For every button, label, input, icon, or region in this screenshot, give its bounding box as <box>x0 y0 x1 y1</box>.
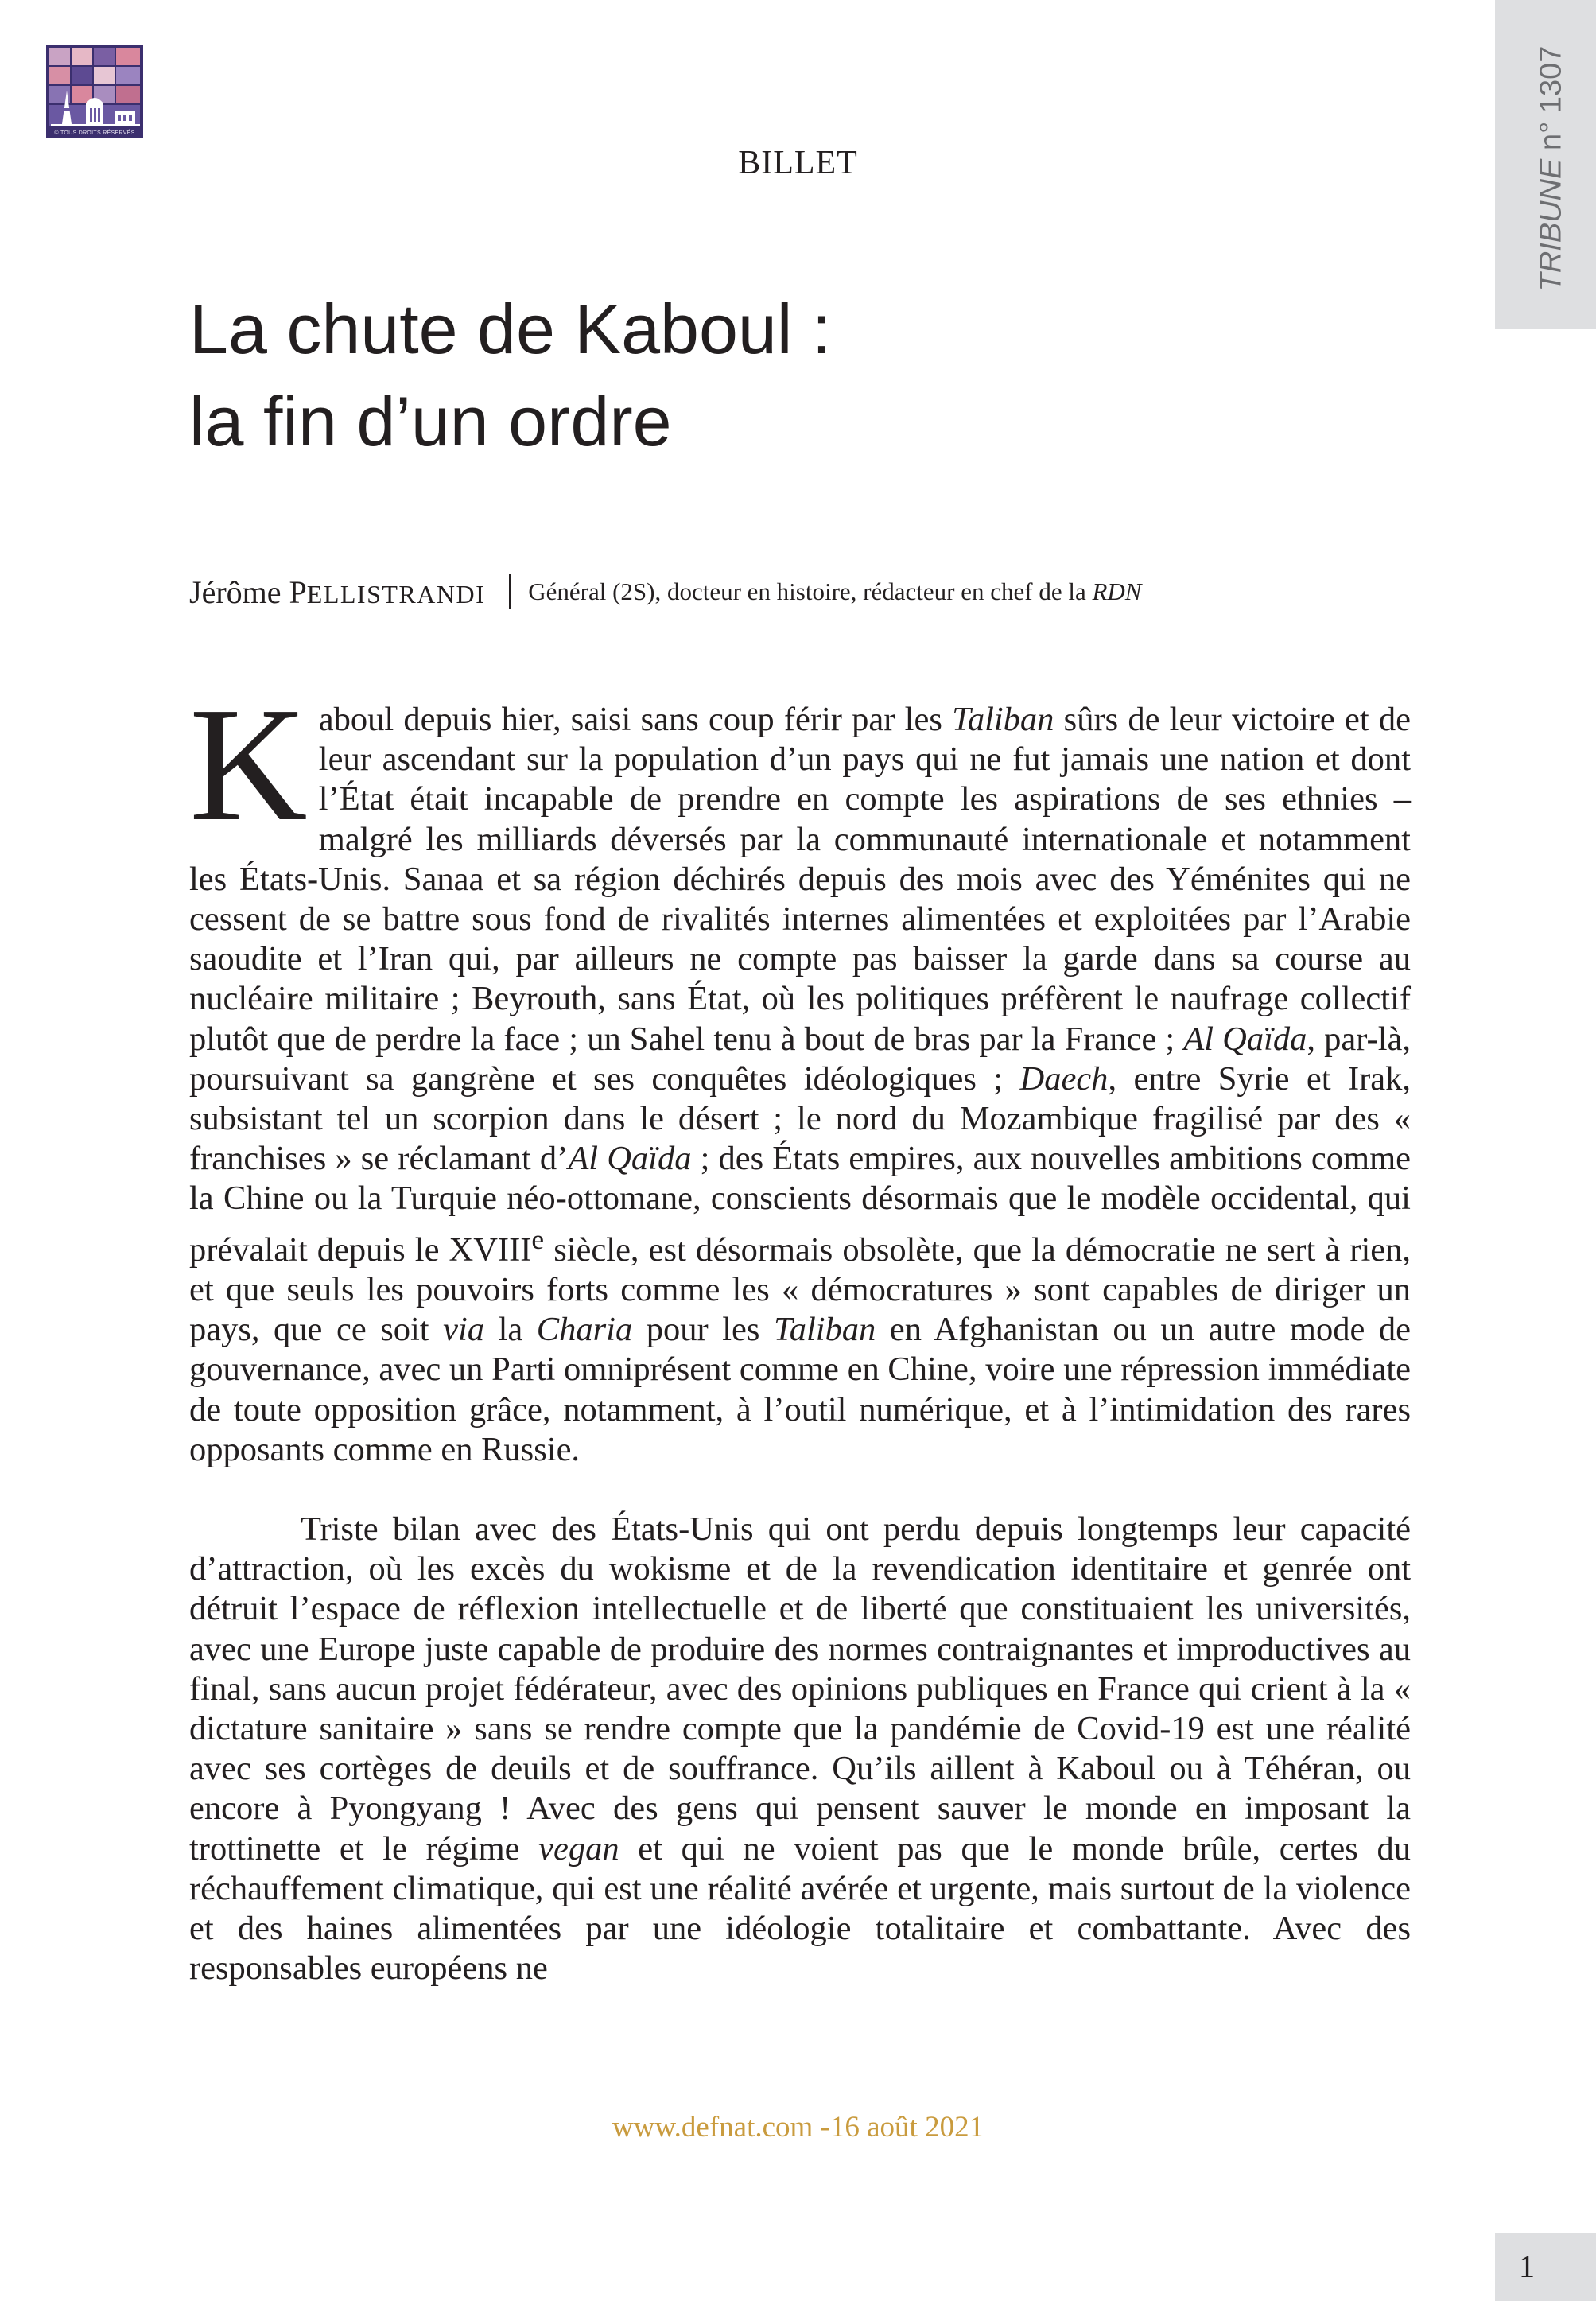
italic-term: Taliban <box>773 1311 876 1349</box>
article-title-line-2: la fin d’un ordre <box>189 382 672 461</box>
page-number: 1 <box>1519 2249 1535 2284</box>
paragraph-2 <box>189 1510 1411 1988</box>
article-title <box>189 283 831 468</box>
tribune-number: n° 1307 <box>1534 45 1568 151</box>
logo-mosaic-graphic <box>46 45 143 129</box>
byline-divider <box>509 574 511 609</box>
publisher-logo <box>46 45 143 138</box>
italic-term: via <box>443 1311 485 1349</box>
author-name-last: ELLISTRANDI <box>306 579 486 608</box>
drop-cap: K <box>189 673 308 855</box>
text-run: aboul depuis hier, saisi sans coup férir par les <box>318 701 953 738</box>
author-name <box>189 573 485 611</box>
text-run: , par-là, poursuivant sa gangrène et ses conquêtes idéologiques ; <box>189 1020 1411 1098</box>
italic-term: Daech <box>1019 1059 1109 1098</box>
footer-source: www.defnat.com -16 août 2021 <box>612 2111 984 2144</box>
text-run: en Afghanistan ou un autre mode de gouvernance, avec un Parti omniprésent comme en Chine, voire une répression immédiate de toute opposition grâce, notamment, à l’outil numérique, et à l’intimidation des rares opposants comme en Russie. <box>189 1311 1411 1468</box>
text-run: ; des États empires, aux nouvelles ambitions comme la Chine ou la Turquie néo-ottomane, conscients désormais que le modèle occidental, qui prévalait depuis le XVIII <box>189 1140 1411 1269</box>
superscript: e <box>531 1222 545 1255</box>
byline <box>189 571 1141 612</box>
author-role-publication: RDN <box>1092 577 1142 605</box>
text-run: et qui ne voient pas que le monde brûle, certes du réchauffement climatique, qui est une réalité avérée et urgente, mais surtout de la violence et des haines alimentées par une idéologie totalitaire et combattante. Avec des responsables européens ne <box>189 1829 1411 1988</box>
tribune-word: TRIBUNE <box>1534 158 1568 292</box>
author-role <box>528 577 1141 606</box>
italic-term: Charia <box>536 1311 633 1349</box>
author-role-text: Général (2S), docteur en histoire, rédacteur en chef de la <box>528 577 1093 605</box>
italic-term: Al Qaïda <box>1183 1020 1307 1058</box>
text-run: , entre Syrie et Irak, subsistant tel un scorpion dans le désert ; le nord du Mozambique fragilisé par des « franchises » se réclamant d’ <box>189 1059 1411 1178</box>
article-body <box>189 673 1411 1988</box>
section-label: BILLET <box>738 145 858 181</box>
author-name-first: Jérôme P <box>189 573 307 610</box>
text-run: sûrs de leur victoire et de leur ascendant sur la population d’un pays qui ne fut jamais une nation et dont l’État était incapable de prendre en compte les aspirations de ses ethnies – malgré les milliards déversés par la communauté internationale et notamment les États-Unis. Sanaa et sa région déchirés depuis des mois avec des Yéménites qui ne cessent de se battre sous fond de rivalités internes alimentées et exploitées par l’Arabie saoudite et l’Iran qui, par ailleurs ne compte pas baisser la garde dans sa course au nucléaire militaire ; Beyrouth, sans État, où les politiques préfèrent le naufrage collectif plutôt que de perdre la face ; un Sahel tenu à bout de bras par la France ; <box>189 701 1411 1058</box>
paragraph-1 <box>189 673 1411 1470</box>
text-run: la <box>484 1311 537 1349</box>
italic-term: Taliban <box>952 701 1054 738</box>
text-run: pour les <box>632 1311 774 1349</box>
logo-caption: © TOUS DROITS RÉSERVÉS <box>46 129 143 138</box>
text-run: siècle, est désormais obsolète, que la démocratie ne sert à rien, et que seuls les pouvoirs forts comme les « démocratures » sont capables de diriger un pays, que ce soit <box>189 1230 1411 1349</box>
article-title-line-1: La chute de Kaboul : <box>189 290 832 368</box>
italic-term: vegan <box>538 1829 619 1868</box>
text-run: Triste bilan avec des États-Unis qui ont perdu depuis longtemps leur capacité d’attraction, où les excès du wokisme et de la revendication identitaire et genrée ont détruit l’espace de réflexion intellectuelle et de liberté que constituaient les universités, avec une Europe juste capable de produire des normes contraignantes et improductives au final, sans aucun projet fédérateur, avec des opinions publiques en France qui crient à la « dictature sanitaire » sans se rendre compte que la pandémie de Covid-19 est une réalité avec ses cortèges de deuils et de souffrance. Qu’ils aillent à Kaboul ou à Téhéran, ou encore à Pyongyang ! Avec des gens qui pensent sauver le monde en imposant la trottinette et le régime <box>189 1510 1411 1868</box>
italic-term: Al Qaïda <box>568 1140 692 1178</box>
